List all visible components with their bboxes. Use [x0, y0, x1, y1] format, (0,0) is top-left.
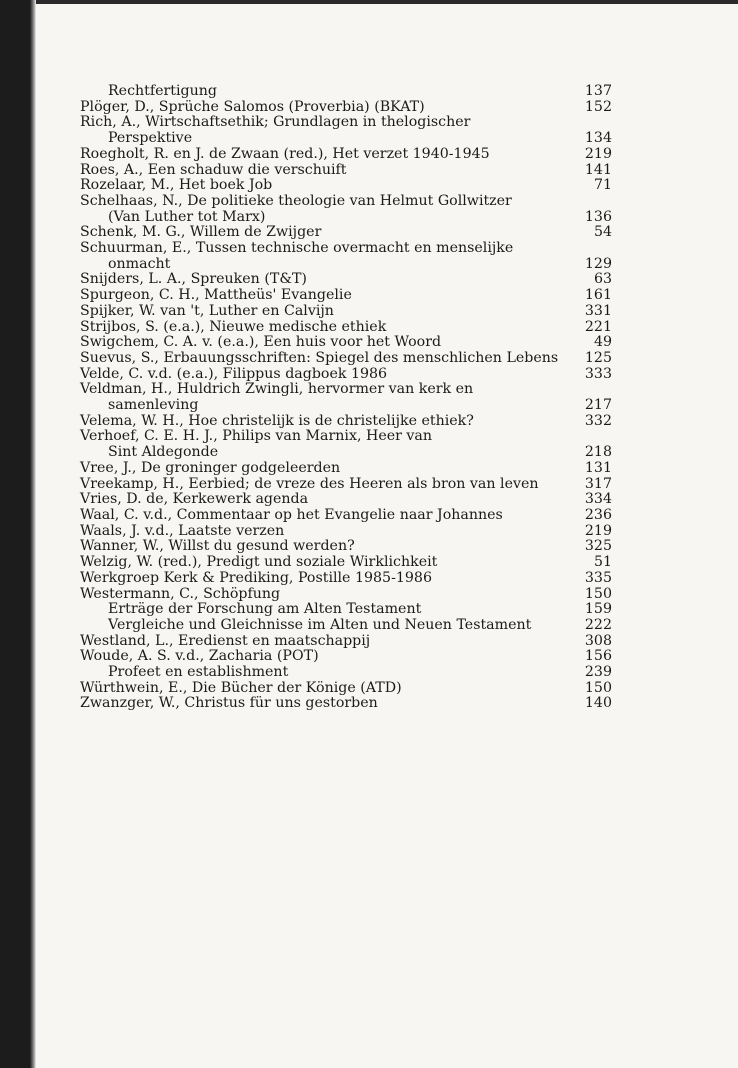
index-list [80, 84, 612, 712]
entry-text: Schuurman, E., Tussen technische overmacht en menselijke [80, 240, 514, 257]
entry-page-number: 221 [584, 318, 612, 335]
entry-page-number: 218 [584, 444, 612, 461]
index-entry [80, 84, 612, 100]
index-entry [80, 461, 612, 477]
entry-page-number: 136 [584, 208, 612, 225]
index-entry [80, 587, 612, 603]
index-entry [80, 429, 612, 445]
entry-page-number: 129 [584, 255, 612, 272]
entry-page-number: 217 [584, 397, 612, 414]
index-entry [80, 351, 612, 367]
entry-text: Velde, C. v.d. (e.a.), Filippus dagboek 1986 [80, 365, 388, 382]
index-entry [80, 304, 612, 320]
entry-page-number: 137 [584, 83, 612, 99]
index-entry [80, 445, 612, 461]
index-entry [80, 367, 612, 383]
entry-page-number: 219 [584, 145, 612, 162]
index-entry [80, 272, 612, 288]
entry-text: Veldman, H., Huldrich Zwingli, hervormer van kerk en [80, 381, 474, 398]
entry-text: Westland, L., Eredienst en maatschappij [80, 632, 371, 649]
entry-text: samenleving [108, 397, 199, 414]
entry-text: Westermann, C., Schöpfung [80, 585, 281, 602]
entry-page-number: 335 [584, 569, 612, 586]
entry-text: Spijker, W. van 't, Luther en Calvijn [80, 302, 334, 319]
index-entry [80, 508, 612, 524]
index-entry [80, 210, 612, 226]
entry-text: Rozelaar, M., Het boek Job [80, 177, 273, 194]
index-entry [80, 492, 612, 508]
entry-text: onmacht [108, 255, 171, 272]
index-entry [80, 681, 612, 697]
index-entry [80, 571, 612, 587]
entry-text: Woude, A. S. v.d., Zacharia (POT) [80, 648, 319, 665]
entry-page-number: 54 [593, 224, 612, 241]
entry-page-number: 150 [584, 585, 612, 602]
entry-page-number: 236 [584, 506, 612, 523]
index-entry [80, 414, 612, 430]
entry-text: Vree, J., De groninger godgeleerden [80, 459, 341, 476]
index-entry [80, 241, 612, 257]
index-entry [80, 288, 612, 304]
entry-text: Verhoef, C. E. H. J., Philips van Marnix, Heer van [80, 428, 433, 445]
index-entry [80, 602, 612, 618]
entry-text: Plöger, D., Sprüche Salomos (Proverbia) (BKAT) [80, 98, 425, 115]
entry-page-number: 63 [593, 271, 612, 288]
entry-text: Strijbos, S. (e.a.), Nieuwe medische ethiek [80, 318, 387, 335]
index-entry [80, 225, 612, 241]
entry-text: Waal, C. v.d., Commentaar op het Evangelie naar Johannes [80, 506, 503, 523]
entry-text: Zwanzger, W., Christus für uns gestorben [80, 695, 378, 712]
entry-page-number: 71 [593, 177, 612, 194]
index-entry [80, 696, 612, 712]
entry-page-number: 161 [584, 287, 612, 304]
entry-text: Profeet en establishment [108, 664, 289, 681]
entry-text: Perspektive [108, 130, 193, 147]
entry-page-number: 49 [593, 334, 612, 351]
scan-edge-left [0, 0, 36, 1068]
entry-page-number: 152 [584, 98, 612, 115]
entry-page-number: 222 [584, 616, 612, 633]
entry-page-number: 308 [584, 632, 612, 649]
index-entry [80, 618, 612, 634]
index-entry [80, 539, 612, 555]
entry-text: Spurgeon, C. H., Mattheüs' Evangelie [80, 287, 352, 304]
entry-page-number: 219 [584, 522, 612, 539]
index-entry [80, 163, 612, 179]
entry-text: Vreekamp, H., Eerbied; de vreze des Heeren als bron van leven [80, 475, 539, 492]
index-entry [80, 649, 612, 665]
index-entry [80, 335, 612, 351]
entry-page-number: 331 [584, 302, 612, 319]
entry-text: Sint Aldegonde [108, 444, 219, 461]
entry-text: Suevus, S., Erbauungsschriften: Spiegel des menschlichen Lebens [80, 349, 559, 366]
index-entry [80, 524, 612, 540]
entry-text: Schelhaas, N., De politieke theologie van Helmut Gollwitzer [80, 192, 512, 209]
entry-page-number: 131 [584, 459, 612, 476]
index-entry [80, 320, 612, 336]
index-entry [80, 665, 612, 681]
entry-text: Schenk, M. G., Willem de Zwijger [80, 224, 322, 241]
entry-text: Vries, D. de, Kerkewerk agenda [80, 491, 309, 508]
entry-page-number: 325 [584, 538, 612, 555]
entry-page-number: 333 [584, 365, 612, 382]
entry-page-number: 332 [584, 412, 612, 429]
entry-page-number: 334 [584, 491, 612, 508]
index-entry [80, 398, 612, 414]
entry-page-number: 239 [584, 664, 612, 681]
entry-page-number: 159 [584, 601, 612, 618]
entry-text: Roegholt, R. en J. de Zwaan (red.), Het verzet 1940-1945 [80, 145, 490, 162]
entry-page-number: 150 [584, 679, 612, 696]
index-entry [80, 634, 612, 650]
index-entry [80, 555, 612, 571]
entry-page-number: 156 [584, 648, 612, 665]
entry-page-number: 125 [584, 349, 612, 366]
entry-text: Roes, A., Een schaduw die verschuift [80, 161, 347, 178]
index-entry [80, 382, 612, 398]
entry-text: Vergleiche und Gleichnisse im Alten und Neuen Testament [108, 616, 532, 633]
entry-text: (Van Luther tot Marx) [108, 208, 266, 225]
entry-text: Velema, W. H., Hoe christelijk is de christelijke ethiek? [80, 412, 474, 429]
entry-page-number: 140 [584, 695, 612, 712]
entry-text: Wanner, W., Willst du gesund werden? [80, 538, 355, 555]
entry-text: Erträge der Forschung am Alten Testament [108, 601, 422, 618]
entry-text: Swigchem, C. A. v. (e.a.), Een huis voor het Woord [80, 334, 442, 351]
index-entry [80, 100, 612, 116]
entry-page-number: 317 [584, 475, 612, 492]
entry-page-number: 51 [593, 554, 612, 571]
entry-text: Snijders, L. A., Spreuken (T&T) [80, 271, 307, 288]
entry-text: Waals, J. v.d., Laatste verzen [80, 522, 285, 539]
entry-page-number: 134 [584, 130, 612, 147]
entry-page-number: 141 [584, 161, 612, 178]
index-entry [80, 477, 612, 493]
index-entry [80, 131, 612, 147]
entry-text: Welzig, W. (red.), Predigt und soziale Wirklichkeit [80, 554, 438, 571]
index-entry [80, 115, 612, 131]
index-entry [80, 147, 612, 163]
index-entry [80, 178, 612, 194]
entry-text: Werkgroep Kerk & Prediking, Postille 1985-1986 [80, 569, 432, 586]
index-entry [80, 194, 612, 210]
entry-text: Rechtfertigung [108, 83, 217, 99]
entry-text: Würthwein, E., Die Bücher der Könige (ATD) [80, 679, 402, 696]
entry-text: Rich, A., Wirtschaftsethik; Grundlagen in thelogischer [80, 114, 471, 131]
index-entry [80, 257, 612, 273]
